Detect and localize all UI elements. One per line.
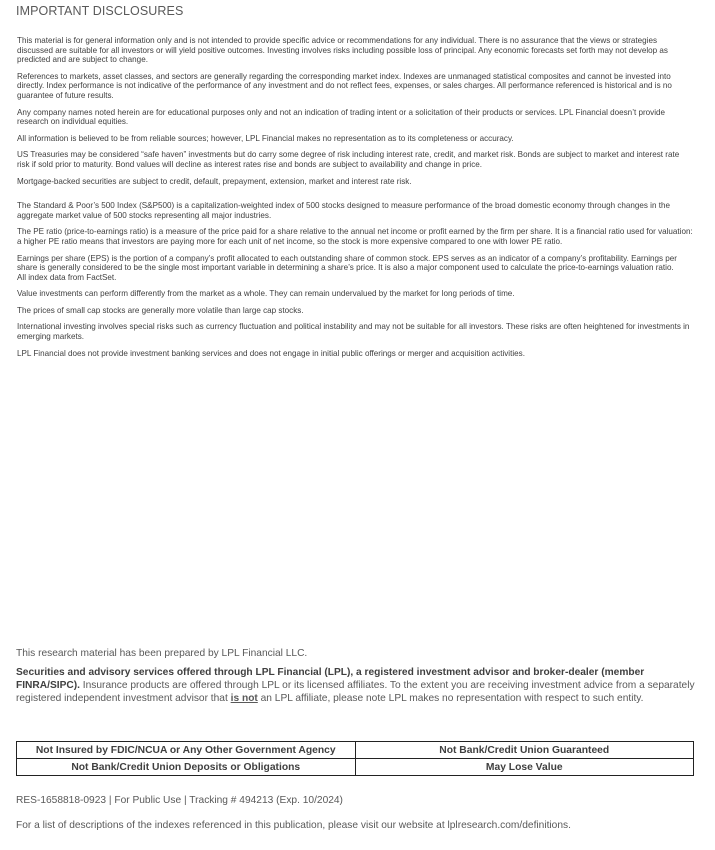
securities-statement: [16, 667, 696, 705]
disclosure-reliability: All information is believed to be from reliable sources; however, LPL Financial makes no representation as to its completeness or accuracy.: [17, 133, 514, 143]
securities-text: Insurance products are offered through LPL or its licensed affiliates. To the extent you are receiving investment advice from a separately registered independent investment advisor that: [16, 679, 695, 704]
not-deposits-cell: Not Bank/Credit Union Deposits or Obligations: [17, 759, 356, 776]
securities-underline: is not: [230, 692, 258, 704]
disclosure-indexes: References to markets, asset classes, and sectors are generally regarding the corresponding market index. Indexes are unmanaged statistical composites and cannot be invested into directly. Index performance is not indicative of the performance of any investment and do not reflect fees, expenses, or sales charges. All performance referenced is historical and is no guarantee of future results.: [17, 71, 672, 100]
disclosure-sp500: The Standard & Poor’s 500 Index (S&P500) is a capitalization-weighted index of 500 stocks designed to measure performance of the broad domestic economy through changes in the aggregate market value of 500 stocks representing all major industries.: [17, 201, 670, 220]
disclosure-international: International investing involves special risks such as currency fluctuation and political instability and may not be suitable for all investors. These risks are often heightened for investments in emerging markets.: [17, 322, 690, 342]
disclosure-company-names: Any company names noted herein are for educational purposes only and not an indication of trading intent or a solicitation of their products or services. LPL Financial doesn’t provide research on individual equities.: [17, 107, 666, 127]
tracking-line: RES-1658818-0923 | For Public Use | Tracking # 494213 (Exp. 10/2024): [16, 795, 343, 806]
securities-end: an LPL affiliate, please note LPL makes no representation with respect to such entity.: [257, 692, 644, 704]
page-title: IMPORTANT DISCLOSURES: [16, 4, 184, 18]
definitions-website-note: For a list of descriptions of the indexes referenced in this publication, please visit our website at lplresearch.com/definitions.: [16, 820, 571, 831]
disclosure-value: Value investments can perform differently from the market as a whole. They can remain undervalued by the market for long periods of time.: [17, 289, 515, 299]
disclosure-eps: [17, 254, 693, 283]
fdic-disclosure-table: [16, 741, 694, 776]
may-lose-value-cell: May Lose Value: [355, 759, 694, 776]
disclosure-investment-banking: LPL Financial does not provide investment banking services and does not engage in initial public offerings or merger and acquisition activities.: [17, 348, 525, 358]
prepared-by: This research material has been prepared by LPL Financial LLC.: [16, 648, 308, 659]
disclosure-general: This material is for general information only and is not intended to provide specific advice or recommendations for any individual. There is no assurance that the views or strategies discussed are suitable for all investors or will yield positive outcomes. Investing involves risks including possible loss of principal. Any economic forecasts set forth may not develop as predicted and are subject to change.: [17, 36, 668, 65]
disclosure-small-cap: The prices of small cap stocks are generally more volatile than large cap stocks.: [17, 305, 304, 315]
not-insured-cell: Not Insured by FDIC/NCUA or Any Other Government Agency: [17, 742, 356, 759]
disclosure-pe-ratio: The PE ratio (price-to-earnings ratio) is a measure of the price paid for a share relative to the annual net income or profit earned by the firm per share. It is a financial ratio used for valuation: a higher PE ratio means that investors are paying more for each unit of net income, so the stock is more expensive compared to one with lower PE ratio.: [17, 227, 693, 246]
disclosure-eps-text: Earnings per share (EPS) is the portion of a company’s profit allocated to each outstanding share of common stock. EPS serves as an indicator of a company’s profitability. Earnings per share is generally considered to be the single most important variable in determining a share’s price. It is also a major component used to calculate the price-to-earnings valuation ratio.: [17, 253, 677, 273]
disclosures-section: [17, 36, 693, 365]
footer-section: [16, 648, 696, 705]
table-row: [17, 742, 694, 759]
securities-bold: Securities and advisory services offered through LPL Financial (LPL), a registered investment advisor and broker-dealer (member FINRA/SIPC).: [16, 667, 645, 691]
disclosure-treasuries: US Treasuries may be considered “safe haven” investments but do carry some degree of risk including interest rate, credit, and market risk. Bonds are subject to market and interest rate risk if sold prior to maturity. Bond values will decline as interest rates rise and bonds are subject to availability and change in price.: [17, 150, 680, 169]
disclosure-mbs: Mortgage-backed securities are subject to credit, default, prepayment, extension, market and interest rate risk.: [17, 176, 412, 186]
index-data-note: All index data from FactSet.: [17, 272, 117, 282]
table-row: [17, 759, 694, 776]
not-guaranteed-cell: Not Bank/Credit Union Guaranteed: [355, 742, 694, 759]
